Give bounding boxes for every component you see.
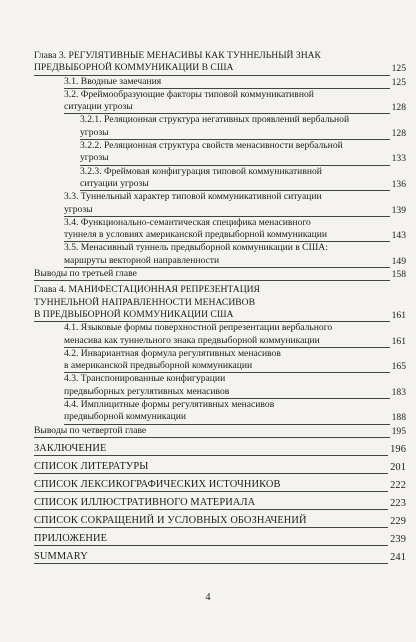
toc-entry-line: Глава 4. МАНИФЕСТАЦИОННАЯ РЕПРЕЗЕНТАЦИЯ [34,284,260,296]
toc-entry-line: 3.2. Фреймообразующие факторы типовой коммуникативной [64,88,314,100]
toc-entry [34,284,406,322]
toc-entry [34,510,406,528]
toc-entry [64,76,406,89]
toc-page-number: 183 [391,386,406,398]
page-number: 4 [205,592,211,603]
toc-entry-line: В ПРЕДВЫБОРНОЙ КОММУНИКАЦИИ США [34,309,406,322]
toc-entry [34,492,406,510]
toc-entry [34,425,406,438]
toc-page-number: 161 [391,335,406,347]
toc-entry-line: СПИСОК СОКРАЩЕНИЙ И УСЛОВНЫХ ОБОЗНАЧЕНИЙ [34,510,406,528]
toc-page-number: 125 [391,76,406,88]
toc-entry [34,50,406,76]
toc-entry-line: 4.4. Имплицитные формы регулятивных менасивов [64,399,275,411]
toc-entry [34,456,406,474]
toc-entry-line: ситуации угрозы [64,101,406,114]
toc-entry [64,217,406,243]
toc-entry-line: Выводы по третьей главе [34,268,406,281]
toc-entry-line: 3.5. Менасивный туннель предвыборной коммуникации в США: [64,242,328,254]
toc-entry [34,268,406,281]
toc-page-number: 229 [390,515,406,527]
toc-entry [64,242,406,268]
toc-entry-line: 3.2.2. Реляционная структура свойств менасивности вербальной [80,140,343,152]
toc-entry-line: 4.2. Инвариантная формула регулятивных менасивов [64,347,281,359]
toc-entry-line: СПИСОК ИЛЛЮСТРАТИВНОГО МАТЕРИАЛА [34,492,406,510]
toc-entry [64,322,406,348]
toc-page-number: 133 [391,153,406,165]
toc-entry [80,166,406,192]
toc-page-number: 196 [390,443,406,455]
toc-page-number: 136 [391,178,406,190]
toc-entry-line: SUMMARY [34,546,406,564]
toc-entry-line: угрозы [80,152,406,165]
toc-page-number: 125 [391,63,406,75]
toc-page-number: 158 [391,269,406,281]
toc-entry-line: 3.2.3. Фреймовая конфигурация типовой коммуникативной [80,165,322,177]
toc-page-number: 201 [390,461,406,473]
toc-entry-line: 3.4. Функционально-семантическая специфика менасивного [64,216,311,228]
toc-entry-line: маршруты векторной направленности [64,255,406,268]
toc-entry-line: СПИСОК ЛЕКСИКОГРАФИЧЕСКИХ ИСТОЧНИКОВ [34,474,406,492]
toc-entry-line: 4.1. Языковые формы поверхностной репрезентации вербального [64,322,333,334]
table-of-contents [34,50,406,564]
toc-entry [64,348,406,374]
toc-entry [64,373,406,399]
toc-entry [34,438,406,456]
toc-entry [64,89,406,115]
toc-entry [64,399,406,425]
toc-page-number: 143 [391,230,406,242]
toc-page-number: 222 [390,479,406,491]
toc-page-number: 128 [391,127,406,139]
toc-page-number: 188 [391,412,406,424]
toc-entry-line: предвыборной коммуникации [64,411,406,424]
toc-entry-line: ТУННЕЛЬНОЙ НАПРАВЛЕННОСТИ МЕНАСИВОВ [34,296,255,308]
toc-entry [80,114,406,140]
toc-page-number: 165 [391,361,406,373]
toc-entry [34,474,406,492]
toc-entry-line: ЗАКЛЮЧЕНИЕ [34,438,406,456]
toc-entry-line: угрозы [80,127,406,140]
toc-page-number: 195 [391,425,406,437]
toc-entry-line: 3.3. Туннельный характер типовой коммуникативной ситуации [64,191,322,203]
toc-entry [64,191,406,217]
toc-page-number: 223 [390,497,406,509]
toc-entry-line: ситуации угрозы [80,178,406,191]
toc-entry-line: в американской предвыборной коммуникации [64,360,406,373]
toc-page-number: 161 [391,309,406,321]
toc-page-number: 149 [391,255,406,267]
toc-page-number: 139 [391,204,406,216]
toc-page-number: 239 [390,533,406,545]
toc-entry [80,140,406,166]
toc-entry-line: 3.2.1. Реляционная структура негативных проявлений вербальной [80,114,350,126]
toc-entry-line: Выводы по четвертой главе [34,425,406,438]
toc-entry-line: 3.1. Вводные замечания [64,76,406,89]
toc-entry-line: менасива как туннельного знака предвыборной коммуникации [64,335,406,348]
toc-entry-line: предвыборных регулятивных менасивов [64,386,406,399]
toc-entry-line: СПИСОК ЛИТЕРАТУРЫ [34,456,406,474]
toc-page-number: 241 [390,551,406,563]
toc-entry-line: ПРИЛОЖЕНИЕ [34,528,406,546]
toc-entry-line: Глава 3. РЕГУЛЯТИВНЫЕ МЕНАСИВЫ КАК ТУННЕЛЬНЫЙ ЗНАК [34,50,321,61]
toc-entry [34,528,406,546]
toc-entry-line: 4.3. Транспонированные конфигурации [64,373,226,385]
toc-entry-line: ПРЕДВЫБОРНОЙ КОММУНИКАЦИИ В США [34,62,406,75]
toc-entry-line: угрозы [64,204,406,217]
toc-entry [34,546,406,564]
toc-entry-line: туннеля в условиях американской предвыборной коммуникации [64,229,406,242]
toc-page-number: 128 [391,102,406,114]
